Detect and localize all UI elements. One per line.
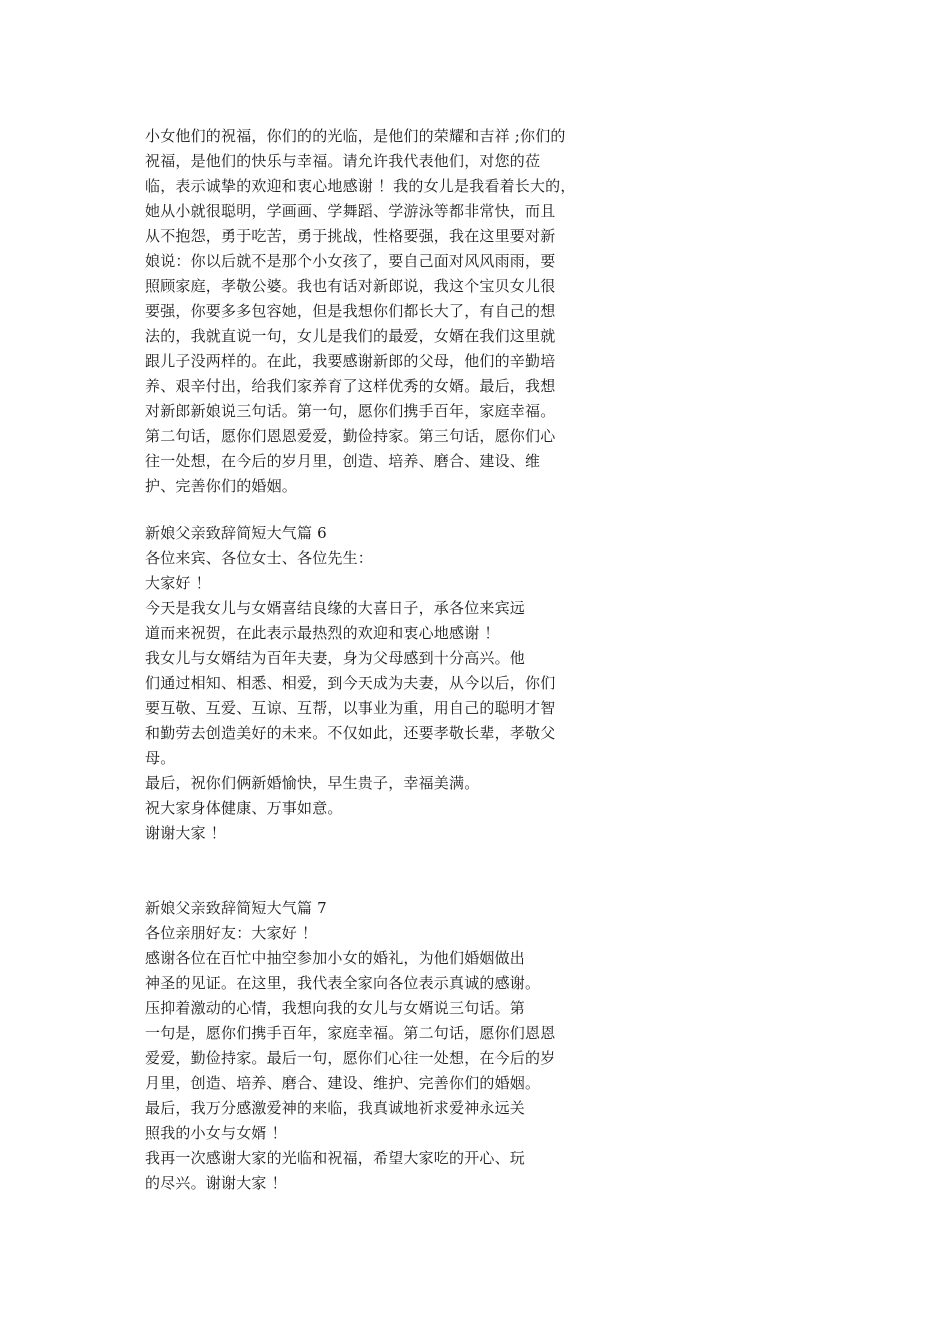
text-line: 神圣的见证。在这里，我代表全家向各位表示真诚的感谢。 — [145, 974, 541, 992]
text-line: 临，表示诚挚的欢迎和衷心地感谢 ！我的女儿是我看着长大的， — [145, 177, 576, 195]
text-line: 母。 — [145, 749, 176, 767]
text-line: 最后，我万分感激爱神的来临，我真诚地祈求爱神永远关 — [145, 1099, 526, 1117]
text-line: 要互敬、互爱、互谅、互帮，以事业为重，用自己的聪明才智 — [145, 699, 556, 717]
text-line: 她从小就很聪明，学画画、学舞蹈、学游泳等都非常快，而且 — [145, 202, 556, 220]
text-line: 从不抱怨，勇于吃苦，勇于挑战，性格要强，我在这里要对新 — [145, 227, 556, 245]
text-line: 往一处想，在今后的岁月里，创造、培养、磨合、建设、维 — [145, 452, 541, 470]
text-line: 养、艰辛付出，给我们家养育了这样优秀的女婿。最后，我想 — [145, 377, 556, 395]
text-line: 法的，我就直说一句，女儿是我们的最爱，女婿在我们这里就 — [145, 327, 556, 345]
text-line: 祝大家身体健康、万事如意。 — [145, 799, 343, 817]
speech-section-6 — [145, 521, 625, 846]
text-line: 感谢各位在百忙中抽空参加小女的婚礼，为他们婚姻做出 — [145, 949, 526, 967]
text-line: 的尽兴。谢谢大家 ！ — [145, 1174, 287, 1192]
text-line: 压抑着激动的心情，我想向我的女儿与女婿说三句话。第 — [145, 999, 526, 1017]
text-line: 跟儿子没两样的。在此，我要感谢新郎的父母，他们的辛勤培 — [145, 352, 556, 370]
text-line: 们通过相知、相悉、相爱，到今天成为夫妻，从今以后，你们 — [145, 674, 556, 692]
speech-section-7 — [145, 896, 625, 1196]
text-line: 第二句话，愿你们恩恩爱爱，勤俭持家。第三句话，愿你们心 — [145, 427, 556, 445]
text-line: 娘说：你以后就不是那个小女孩了，要自己面对风风雨雨，要 — [145, 252, 556, 270]
text-line: 我再一次感谢大家的光临和祝福，希望大家吃的开心、玩 — [145, 1149, 526, 1167]
speech-continuation — [145, 124, 625, 499]
text-line: 谢谢大家 ！ — [145, 824, 226, 842]
text-line: 要强，你要多多包容她，但是我想你们都长大了，有自己的想 — [145, 302, 556, 320]
text-line: 和勤劳去创造美好的未来。不仅如此，还要孝敬长辈，孝敬父 — [145, 724, 556, 742]
text-line: 今天是我女儿与女婿喜结良缘的大喜日子，承各位来宾远 — [145, 599, 526, 617]
text-line: 护、完善你们的婚姻。 — [145, 477, 298, 495]
text-line: 各位来宾、各位女士、各位先生： — [145, 549, 374, 567]
text-line: 各位亲朋好友：大家好 ！ — [145, 924, 318, 942]
text-line: 最后，祝你们俩新婚愉快，早生贵子，幸福美满。 — [145, 774, 480, 792]
text-line: 爱爱，勤俭持家。最后一句，愿你们心往一处想，在今后的岁 — [145, 1049, 556, 1067]
text-line: 照我的小女与女婿 ！ — [145, 1124, 287, 1142]
text-line: 一句是，愿你们携手百年，家庭幸福。第二句话，愿你们恩恩 — [145, 1024, 556, 1042]
text-line: 大家好 ！ — [145, 574, 211, 592]
text-line: 道而来祝贺，在此表示最热烈的欢迎和衷心地感谢 ！ — [145, 624, 500, 642]
section-heading: 新娘父亲致辞简短大气篇 6 — [145, 524, 327, 542]
text-line: 月里，创造、培养、磨合、建设、维护、完善你们的婚姻。 — [145, 1074, 541, 1092]
text-line: 小女他们的祝福，你们的的光临，是他们的荣耀和吉祥 ;你们的 — [145, 127, 566, 145]
text-line: 我女儿与女婿结为百年夫妻，身为父母感到十分高兴。他 — [145, 649, 526, 667]
section-heading: 新娘父亲致辞简短大气篇 7 — [145, 899, 327, 917]
text-line: 照顾家庭，孝敬公婆。我也有话对新郎说，我这个宝贝女儿很 — [145, 277, 556, 295]
text-line: 对新郎新娘说三句话。第一句，愿你们携手百年，家庭幸福。 — [145, 402, 556, 420]
text-line: 祝福，是他们的快乐与幸福。请允许我代表他们，对您的莅 — [145, 152, 541, 170]
